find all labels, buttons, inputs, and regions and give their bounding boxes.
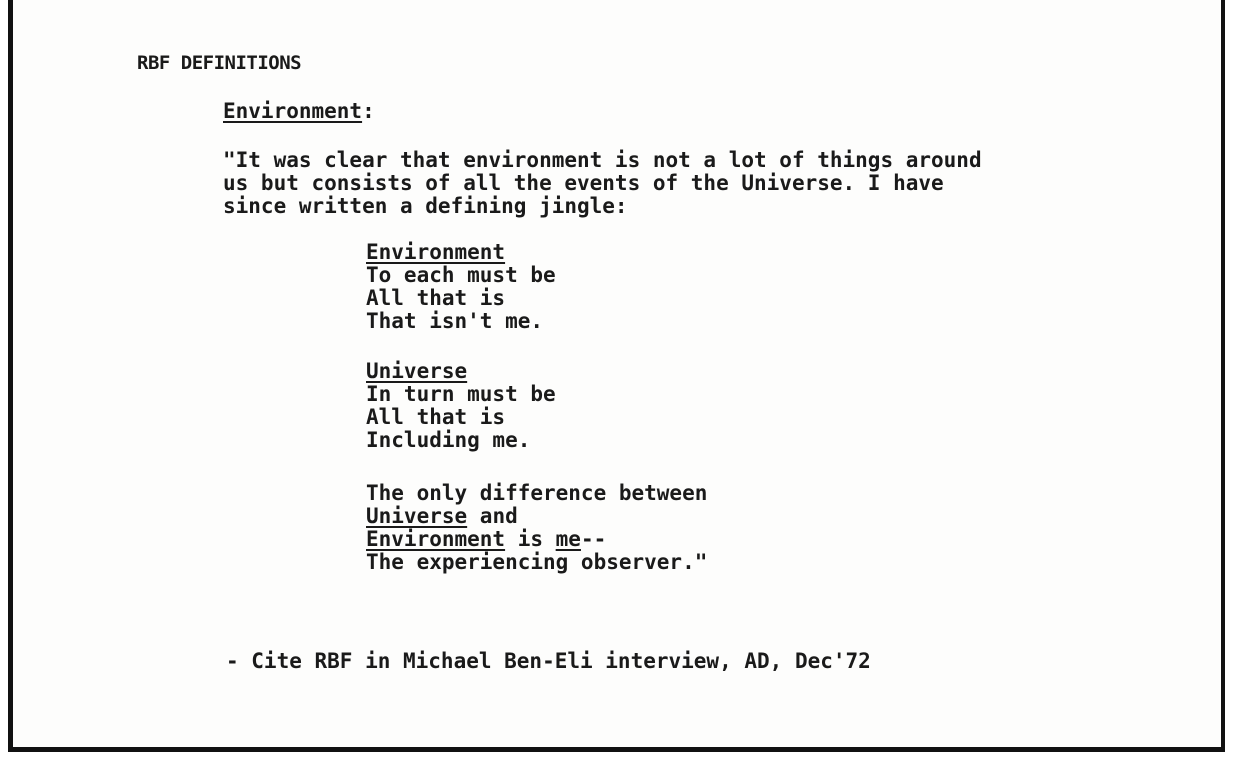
document-card: [8, 0, 1225, 752]
document-title: RBF DEFINITIONS: [137, 52, 302, 74]
stanza-line: The experiencing observer.": [366, 550, 708, 574]
stanza-line: In turn must be: [366, 382, 556, 406]
me-term: me: [555, 527, 581, 551]
stanza-line: To each must be: [366, 263, 556, 287]
universe-term: Universe: [366, 504, 468, 528]
stanza-heading: Universe: [366, 359, 468, 383]
stanza-heading: Environment: [366, 240, 506, 264]
stanza-line: Including me.: [366, 428, 531, 452]
stanza-line-rest: and: [467, 504, 518, 528]
quote-line-2: us but consists of all the events of the Universe. I have: [223, 171, 944, 195]
definition-colon: :: [362, 99, 375, 123]
environment-term: Environment: [366, 527, 506, 551]
jingle-stanza-universe: [366, 360, 556, 452]
stanza-line: That isn't me.: [366, 309, 544, 333]
jingle-stanza-environment: [366, 241, 556, 333]
definition-heading: [223, 99, 375, 123]
quote-line-3: since written a defining jingle:: [223, 194, 628, 218]
stanza-line-end: --: [580, 527, 607, 551]
quote-paragraph: [223, 149, 982, 218]
definition-term: Environment: [223, 99, 363, 123]
stanza-line: The only difference between: [366, 481, 708, 505]
jingle-stanza-difference: [366, 482, 707, 574]
citation: - Cite RBF in Michael Ben-Eli interview, AD, Dec'72: [226, 649, 871, 673]
stanza-line: All that is: [366, 286, 506, 310]
quote-line-1: "It was clear that environment is not a lot of things around: [223, 148, 982, 172]
stanza-line: All that is: [366, 405, 506, 429]
stanza-line-mid: is: [505, 527, 556, 551]
